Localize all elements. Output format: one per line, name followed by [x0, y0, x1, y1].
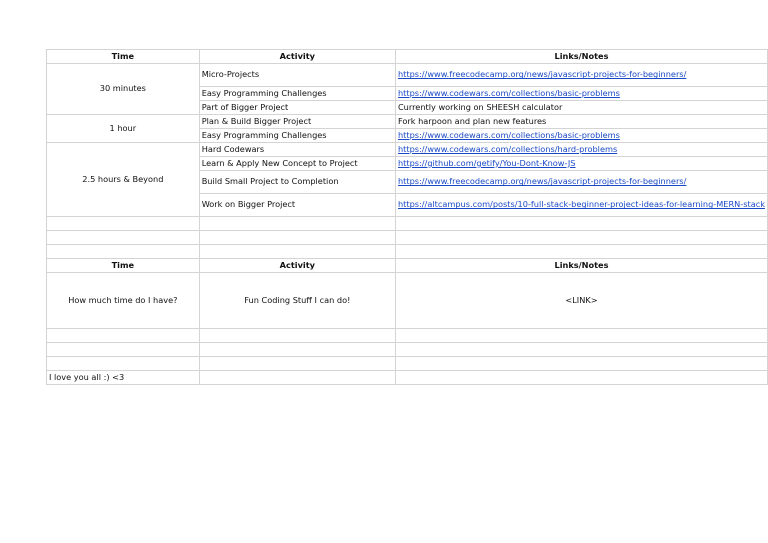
empty-cell[interactable]	[395, 357, 767, 371]
empty-cell[interactable]	[47, 357, 200, 371]
activity-cell: Plan & Build Bigger Project	[199, 115, 395, 129]
activity-cell: Hard Codewars	[199, 143, 395, 157]
link-cell[interactable]: https://www.codewars.com/collections/basic-problems	[395, 129, 767, 143]
time-header: Time	[47, 259, 200, 273]
empty-row	[47, 343, 768, 357]
time-cell: 2.5 hours & Beyond	[47, 143, 200, 217]
note-cell: Fork harpoon and plan new features	[395, 115, 767, 129]
empty-cell[interactable]	[395, 231, 767, 245]
time-question-cell: How much time do I have?	[47, 273, 200, 329]
table-row	[47, 273, 768, 329]
activity-header: Activity	[199, 50, 395, 64]
empty-cell[interactable]	[199, 329, 395, 343]
footer-note: I love you all :) <3	[47, 371, 200, 385]
link-cell[interactable]: https://www.codewars.com/collections/hard-problems	[395, 143, 767, 157]
empty-cell[interactable]	[199, 231, 395, 245]
activity-header: Activity	[199, 259, 395, 273]
empty-cell[interactable]	[199, 245, 395, 259]
activity-cell: Learn & Apply New Concept to Project	[199, 157, 395, 171]
activity-cell: Easy Programming Challenges	[199, 129, 395, 143]
empty-cell[interactable]	[395, 329, 767, 343]
footer-row	[47, 371, 768, 385]
link-cell[interactable]: https://github.com/getify/You-Dont-Know-JS	[395, 157, 767, 171]
activity-cell: Part of Bigger Project	[199, 101, 395, 115]
table-row	[47, 115, 768, 129]
activity-cell: Fun Coding Stuff I can do!	[199, 273, 395, 329]
activity-cell: Work on Bigger Project	[199, 194, 395, 217]
empty-cell[interactable]	[395, 371, 767, 385]
empty-row	[47, 245, 768, 259]
empty-cell[interactable]	[395, 217, 767, 231]
time-cell: 1 hour	[47, 115, 200, 143]
link-cell[interactable]: https://altcampus.com/posts/10-full-stack-beginner-project-ideas-for-learning-MERN-stack	[395, 194, 767, 217]
schedule-sheet	[46, 49, 768, 385]
empty-cell[interactable]	[47, 245, 200, 259]
activity-cell: Build Small Project to Completion	[199, 171, 395, 194]
link-cell[interactable]: https://www.codewars.com/collections/basic-problems	[395, 87, 767, 101]
empty-cell[interactable]	[47, 231, 200, 245]
empty-cell[interactable]	[47, 329, 200, 343]
link-placeholder-cell: <LINK>	[395, 273, 767, 329]
table-row	[47, 143, 768, 157]
empty-cell[interactable]	[199, 217, 395, 231]
link-cell[interactable]: https://www.freecodecamp.org/news/javascript-projects-for-beginners/	[395, 64, 767, 87]
empty-cell[interactable]	[47, 343, 200, 357]
empty-cell[interactable]	[199, 371, 395, 385]
time-header: Time	[47, 50, 200, 64]
note-cell: Currently working on SHEESH calculator	[395, 101, 767, 115]
table-row	[47, 64, 768, 87]
empty-row	[47, 217, 768, 231]
empty-cell[interactable]	[47, 217, 200, 231]
empty-cell[interactable]	[199, 357, 395, 371]
empty-cell[interactable]	[199, 343, 395, 357]
links-header: Links/Notes	[395, 259, 767, 273]
empty-cell[interactable]	[395, 343, 767, 357]
link-cell[interactable]: https://www.freecodecamp.org/news/javascript-projects-for-beginners/	[395, 171, 767, 194]
activity-cell: Micro-Projects	[199, 64, 395, 87]
header-row	[47, 259, 768, 273]
links-header: Links/Notes	[395, 50, 767, 64]
time-cell: 30 minutes	[47, 64, 200, 115]
empty-row	[47, 329, 768, 343]
activity-cell: Easy Programming Challenges	[199, 87, 395, 101]
empty-row	[47, 357, 768, 371]
header-row	[47, 50, 768, 64]
empty-cell[interactable]	[395, 245, 767, 259]
empty-row	[47, 231, 768, 245]
